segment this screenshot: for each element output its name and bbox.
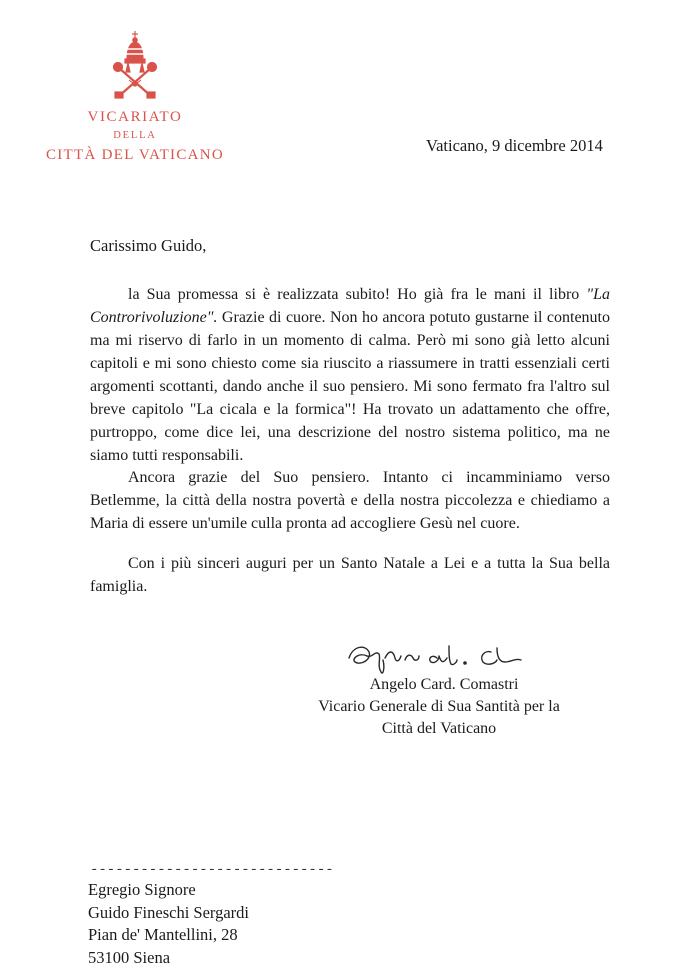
paragraph-1-after: Grazie di cuore. Non ho ancora potuto gustarne il contenuto ma mi riservo di farlo in un momento di calma. Però mi sono già letto alcuni capitoli e mi sono chiesto come sia riuscito a riassumere in tratti essenziali certi argomenti scottanti, dando anche il suo pensiero. Mi sono fermato fra l'altro sul breve capitolo "La cicala e la formica"! Ha trovato un adattamento che offre, purtroppo, come dice lei, una descrizione del nostro sistema politico, ma ne siamo tutti responsabili.: [90, 309, 610, 464]
letter-date: Vaticano, 9 dicembre 2014: [426, 136, 603, 155]
address-separator: -----------------------------: [90, 862, 334, 878]
signatory-title: Vicario Generale di Sua Santità per la: [318, 698, 560, 715]
letterhead-line-vicariato: VICARIATO: [87, 109, 183, 125]
signatory-name: Angelo Card. Comastri: [369, 676, 519, 693]
recipient-address: [88, 879, 249, 969]
signature-block: [304, 674, 574, 740]
paragraph-2: Ancora grazie del Suo pensiero. Intanto ci incamminiamo verso Betlemme, la città della nostra povertà e della nostra piccolezza e chiediamo a Maria di essere un'umile culla pronta ad accogliere Gesù nel cuore.: [90, 469, 610, 532]
handwritten-signature: [345, 636, 550, 678]
address-line-2: Guido Fineschi Sergardi: [88, 902, 250, 922]
papal-tiara-keys-icon: [107, 30, 163, 102]
paragraph-1-before: la Sua promessa si è realizzata subito! Ho già fra le mani il libro: [128, 286, 587, 303]
book-title: "La Controrivoluzione".: [90, 286, 610, 326]
letterhead: [30, 30, 240, 163]
letterhead-line-della: DELLA: [113, 130, 157, 141]
salutation: Carissimo Guido,: [90, 236, 207, 255]
address-line-1: Egregio Signore: [88, 880, 196, 899]
paragraph-1: [90, 283, 610, 467]
address-line-3: Pian de' Mantellini, 28: [88, 925, 238, 944]
letterhead-line-citta-del-vaticano: CITTÀ DEL VATICANO: [45, 146, 225, 163]
signatory-place: Città del Vaticano: [381, 720, 497, 737]
address-line-4: 53100 Siena: [88, 947, 171, 967]
paragraph-3: Con i più sinceri auguri per un Santo Natale a Lei e a tutta la Sua bella famiglia.: [90, 555, 610, 595]
